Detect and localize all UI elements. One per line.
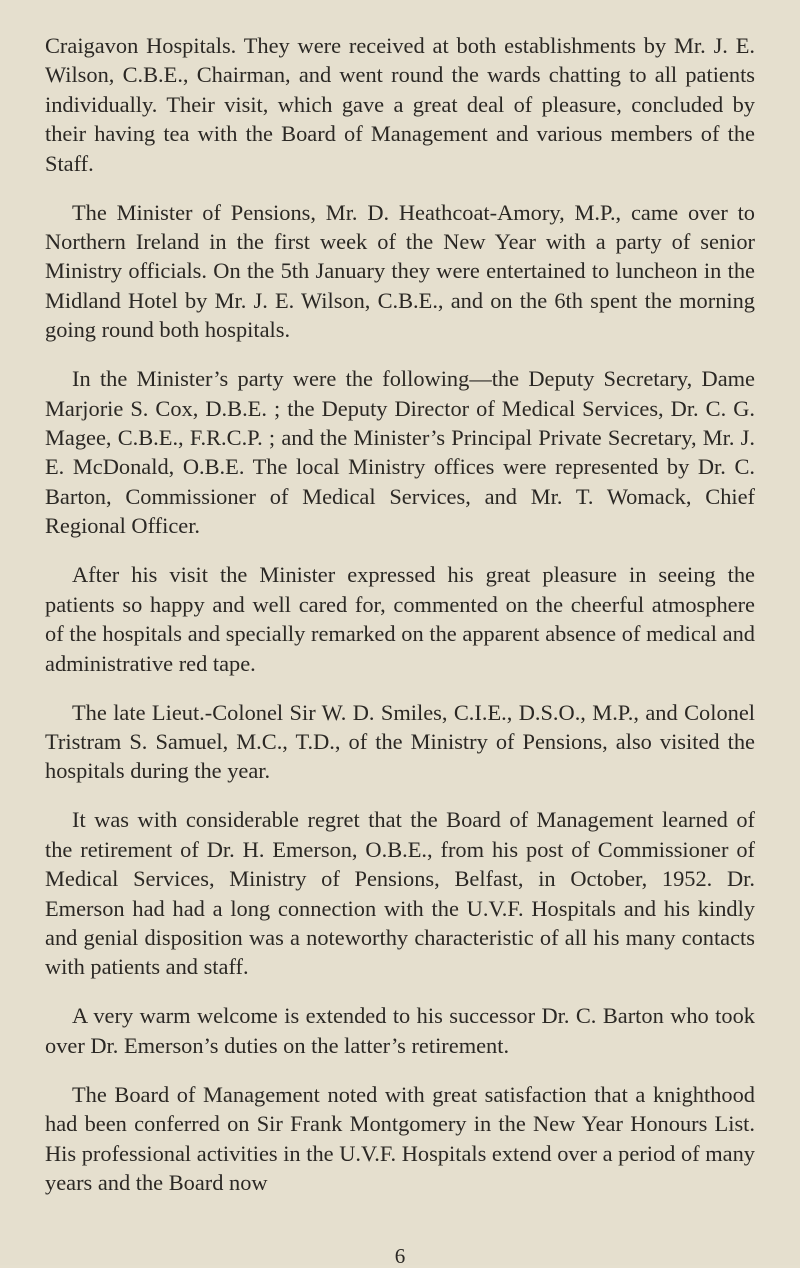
paragraph-minister-visit: The Minister of Pensions, Mr. D. Heathcoat-Amory, M.P., came over to Northern Ireland in the first week of the New Year with a party of senior Ministry officials. On the 5th January they were entertained to luncheon in the Midland Hotel by Mr. J. E. Wilson, C.B.E., and on the 6th spent the morning going round both hospitals.: [45, 199, 755, 343]
paragraph-minister-party: In the Minister’s party were the following—the Deputy Secretary, Dame Marjorie S. Cox, D.B.E. ; the Deputy Director of Medical Services, Dr. C. G. Magee, C.B.E., F.R.C.P. ; and the Minister’s Principal Private Secretary, Mr. J. E. McDonald, O.B.E. The local Ministry offices were represented by Dr. C. Barton, Commissioner of Medical Services, and Mr. T. Womack, Chief Regional Officer.: [45, 366, 755, 539]
paragraph-other-visitors: The late Lieut.-Colonel Sir W. D. Smiles, C.I.E., D.S.O., M.P., and Colonel Tristram S. Samuel, M.C., T.D., of the Ministry of Pensions, also visited the hospitals during the year.: [45, 699, 755, 784]
paragraph-knighthood: The Board of Management noted with great satisfaction that a knighthood had been conferred on Sir Frank Montgomery in the New Year Honours List. His professional activities in the U.V.F. Hospitals extend over a period of many years and the Board now: [45, 1081, 755, 1195]
paragraph-craigavon-visit: Craigavon Hospitals. They were received at both establishments by Mr. J. E. Wilson, C.B.E., Chairman, and went round the wards chatting to all patients individually. Their visit, which gave a great deal of pleasure, concluded by their having tea with the Board of Management and various members of the Staff.: [45, 33, 755, 176]
page-number: 6: [394, 1244, 406, 1268]
paragraph-minister-pleasure: After his visit the Minister expressed his great pleasure in seeing the patients so happy and well cared for, commented on the cheerful atmosphere of the hospitals and specially remarked on the apparent absence of medical and administrative red tape.: [45, 562, 755, 676]
paragraph-barton-welcome: A very warm welcome is extended to his successor Dr. C. Barton who took over Dr. Emerson’s duties on the latter’s retirement.: [45, 1003, 755, 1058]
paragraph-emerson-retirement: It was with considerable regret that the Board of Management learned of the retirement of Dr. H. Emerson, O.B.E., from his post of Commissioner of Medical Services, Ministry of Pensions, Belfast, in October, 1952. Dr. Emerson had had a long connection with the U.V.F. Hospitals and his kindly and genial disposition was a noteworthy characteristic of all his many contacts with patients and staff.: [45, 807, 755, 980]
